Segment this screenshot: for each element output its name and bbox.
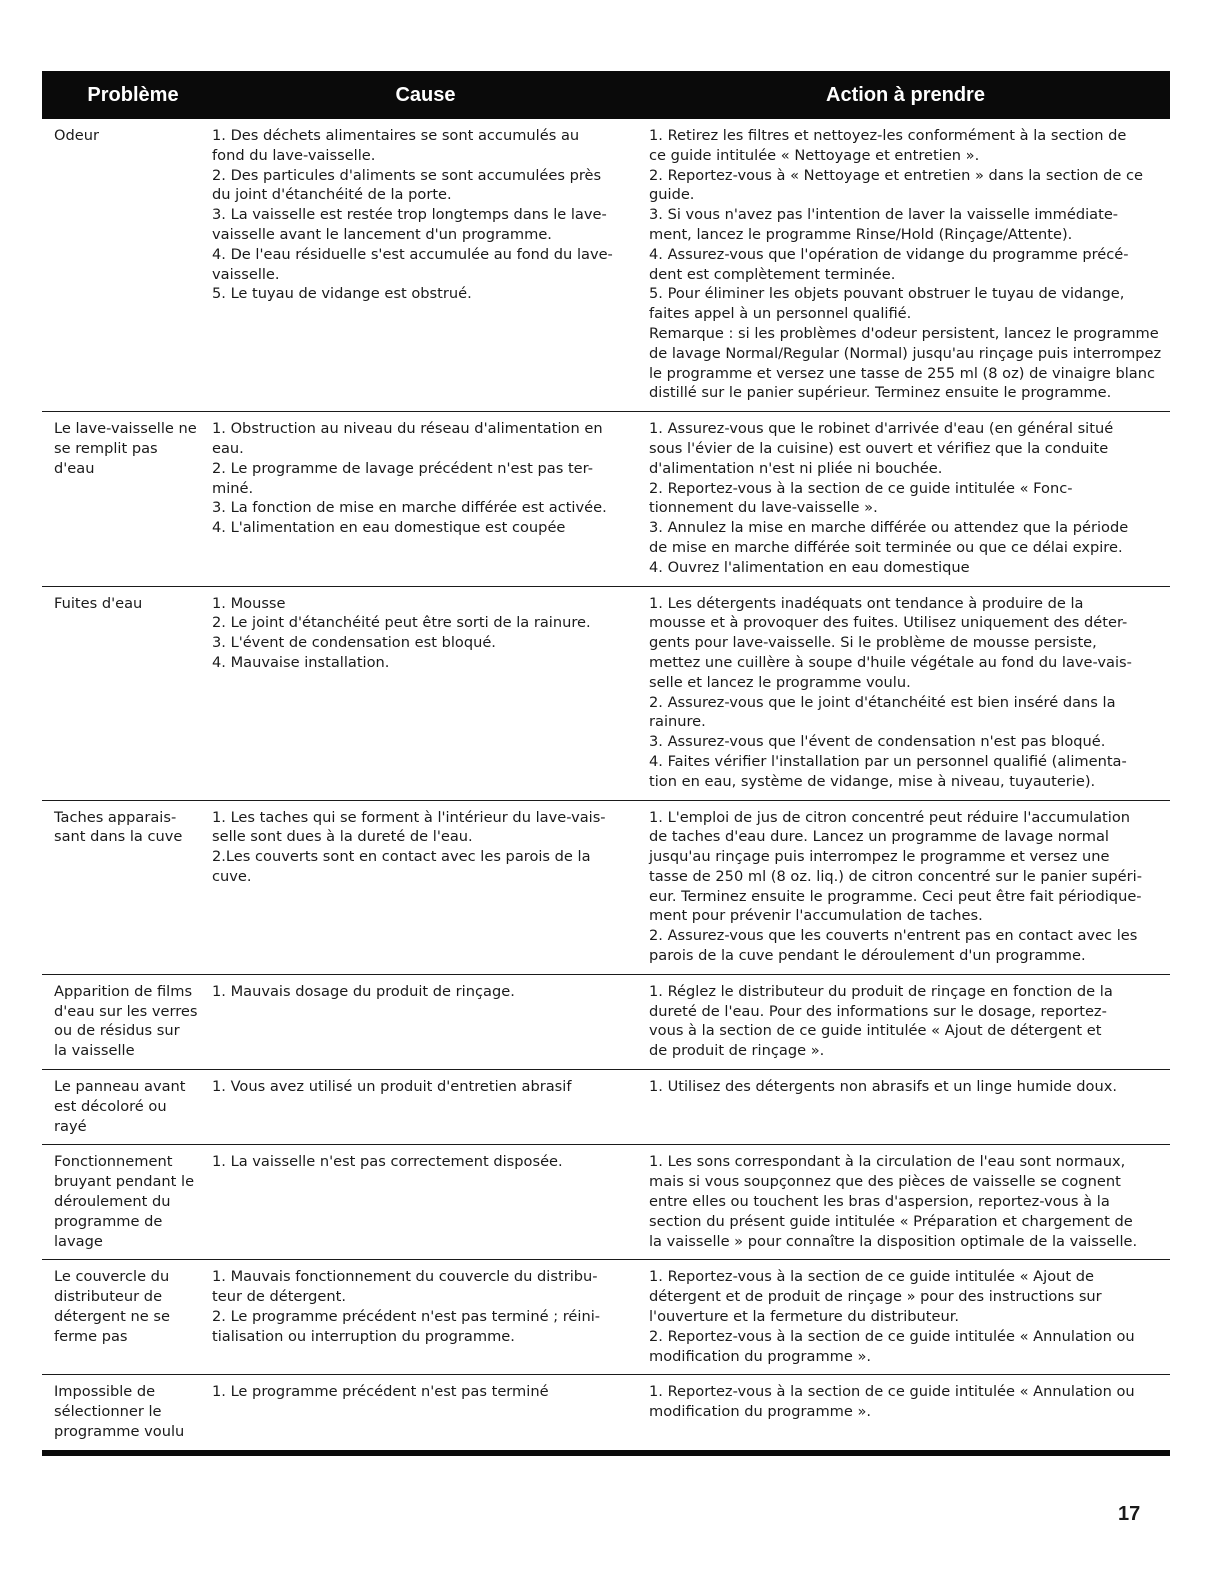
action-line: 1. Retirez les filtres et nettoyez-les conformément à la section de <box>649 127 1127 144</box>
problem-line: ou de résidus sur <box>54 1022 180 1040</box>
action-cell <box>649 419 1170 577</box>
problem-line: d'eau sur les verres <box>54 1002 198 1020</box>
action-line: 3. Assurez-vous que l'évent de condensation n'est pas bloqué. <box>649 733 1106 751</box>
cause-line: 1. Les taches qui se forment à l'intérieur du lave-vais- <box>212 808 606 826</box>
table-row <box>42 1145 1170 1260</box>
table-row <box>42 801 1170 975</box>
cause-line: 1. Mauvais dosage du produit de rinçage. <box>212 982 515 1000</box>
problem-cell <box>42 419 212 577</box>
action-line: distillé sur le panier supérieur. Terminez ensuite le programme. <box>649 384 1112 402</box>
action-cell <box>649 1077 1170 1136</box>
action-line: de mise en marche différée soit terminée ou que ce délai expire. <box>649 538 1123 556</box>
problem-line: la vaisselle <box>54 1042 135 1060</box>
action-line: Remarque : si les problèmes d'odeur persistent, lancez le programme <box>649 324 1159 342</box>
problem-line: lavage <box>54 1232 103 1250</box>
page-number: 17 <box>1118 1503 1141 1525</box>
problem-line: bruyant pendant le <box>54 1173 195 1191</box>
problem-line: d'eau <box>54 459 95 477</box>
cause-line: 3. La vaisselle est restée trop longtemps dans le lave- <box>212 206 607 224</box>
action-line: 2. Reportez-vous à la section de ce guide intitulée « Fonc- <box>649 479 1073 497</box>
action-line: parois de la cuve pendant le déroulement d'un programme. <box>649 947 1086 965</box>
action-line: 3. Annulez la mise en marche différée ou attendez que la période <box>649 519 1129 537</box>
action-line: de taches d'eau dure. Lancez un programme de lavage normal <box>649 828 1109 846</box>
action-line: 2. Reportez-vous à « Nettoyage et entretien » dans la section de ce <box>649 166 1143 184</box>
action-line: modification du programme ». <box>649 1347 872 1365</box>
action-line: entre elles ou touchent les bras d'aspersion, reportez-vous à la <box>649 1193 1110 1211</box>
action-line: 1. Reportez-vous à la section de ce guide intitulée « Annulation ou <box>649 1383 1135 1401</box>
action-cell <box>649 1382 1170 1441</box>
problem-line: détergent ne se <box>54 1308 170 1326</box>
action-line: selle et lancez le programme voulu. <box>649 673 911 691</box>
cause-cell <box>212 419 649 577</box>
action-line: 1. L'emploi de jus de citron concentré peut réduire l'accumulation <box>649 808 1131 826</box>
action-line: de lavage Normal/Regular (Normal) jusqu'au rinçage puis interrompez <box>649 344 1162 362</box>
problem-line: sant dans la cuve <box>54 828 183 846</box>
action-line: 5. Pour éliminer les objets pouvant obstruer le tuyau de vidange, <box>649 285 1125 303</box>
cause-line: 3. La fonction de mise en marche différée est activée. <box>212 499 607 517</box>
cause-line: 1. Le programme précédent n'est pas terminé <box>212 1383 549 1401</box>
problem-line: Le panneau avant <box>54 1078 186 1096</box>
action-line: dent est complètement terminée. <box>649 265 896 283</box>
action-line: 2. Assurez-vous que le joint d'étanchéité est bien inséré dans la <box>649 693 1116 711</box>
problem-cell <box>42 1152 212 1251</box>
action-cell <box>649 1152 1170 1251</box>
problem-cell <box>42 982 212 1061</box>
problem-line: sélectionner le <box>54 1403 162 1421</box>
cause-line: vaisselle avant le lancement d'un programme. <box>212 225 552 243</box>
action-cell <box>649 808 1170 966</box>
action-line: ment, lancez le programme Rinse/Hold (Rinçage/Attente). <box>649 225 1073 243</box>
cause-cell <box>212 1077 649 1136</box>
action-line: jusqu'au rinçage puis interrompez le programme et versez une <box>649 848 1110 866</box>
cause-line: 2.Les couverts sont en contact avec les parois de la <box>212 848 591 866</box>
cause-line: 1. Mousse <box>212 594 286 612</box>
problem-line: rayé <box>54 1117 87 1135</box>
cause-line: 4. Mauvaise installation. <box>212 653 390 671</box>
action-line: l'ouverture et la fermeture du distributeur. <box>649 1308 960 1326</box>
problem-line: distributeur de <box>54 1288 163 1306</box>
problem-line: Fonctionnement <box>54 1153 173 1171</box>
action-line: 4. Faites vérifier l'installation par un personnel qualifié (alimenta- <box>649 752 1127 770</box>
table-row <box>42 412 1170 586</box>
cause-line: teur de détergent. <box>212 1288 347 1306</box>
action-line: 1. Les sons correspondant à la circulation de l'eau sont normaux, <box>649 1153 1126 1171</box>
action-line: le programme et versez une tasse de 255 ml (8 oz) de vinaigre blanc <box>649 364 1155 382</box>
action-line: gents pour lave-vaisselle. Si le problème de mousse persiste, <box>649 634 1097 652</box>
cause-cell <box>212 1152 649 1251</box>
cause-line: selle sont dues à la dureté de l'eau. <box>212 828 473 846</box>
table-row <box>42 587 1170 801</box>
cause-line: 1. Des déchets alimentaires se sont accumulés au <box>212 127 580 144</box>
table-row <box>42 975 1170 1070</box>
action-line: rainure. <box>649 713 706 731</box>
action-line: détergent et de produit de rinçage » pour des instructions sur <box>649 1288 1102 1306</box>
table-row <box>42 1070 1170 1145</box>
cause-line: 4. De l'eau résiduelle s'est accumulée au fond du lave- <box>212 245 613 263</box>
cause-line: 2. Le programme de lavage précédent n'est pas ter- <box>212 459 593 477</box>
action-line: eur. Terminez ensuite le programme. Ceci peut être fait périodique- <box>649 887 1142 905</box>
table-row <box>42 1260 1170 1375</box>
action-line: d'alimentation n'est ni pliée ni bouchée. <box>649 459 943 477</box>
action-line: mousse et à provoquer des fuites. Utilisez uniquement des déter- <box>649 614 1128 632</box>
action-line: tasse de 250 ml (8 oz. liq.) de citron concentré sur le panier supéri- <box>649 867 1142 885</box>
cause-line: 1. Obstruction au niveau du réseau d'alimentation en <box>212 420 603 438</box>
action-line: de produit de rinçage ». <box>649 1042 825 1060</box>
action-line: guide. <box>649 186 695 204</box>
problem-line: déroulement du <box>54 1193 171 1211</box>
cause-cell <box>212 1382 649 1441</box>
action-line: 4. Ouvrez l'alimentation en eau domestique <box>649 558 970 576</box>
action-line: vous à la section de ce guide intitulée « Ajout de détergent et <box>649 1022 1102 1040</box>
action-cell <box>649 594 1170 792</box>
problem-cell <box>42 1382 212 1441</box>
problem-line: Le lave-vaisselle ne <box>54 420 197 438</box>
action-line: modification du programme ». <box>649 1403 872 1421</box>
problem-cell <box>42 1267 212 1366</box>
problem-cell <box>42 126 212 403</box>
action-cell <box>649 126 1170 403</box>
cause-line: fond du lave-vaisselle. <box>212 146 376 164</box>
problem-line: ferme pas <box>54 1327 128 1345</box>
action-line: 2. Reportez-vous à la section de ce guide intitulée « Annulation ou <box>649 1327 1135 1345</box>
action-line: 1. Réglez le distributeur du produit de rinçage en fonction de la <box>649 982 1113 1000</box>
header-cause: Cause <box>395 83 456 106</box>
header-action: Action à prendre <box>826 83 985 106</box>
action-line: 2. Assurez-vous que les couverts n'entrent pas en contact avec les <box>649 927 1138 945</box>
cause-line: 1. Mauvais fonctionnement du couvercle du distribu- <box>212 1268 598 1286</box>
action-line: 1. Les détergents inadéquats ont tendance à produire de la <box>649 594 1084 612</box>
cause-line: 1. Vous avez utilisé un produit d'entretien abrasif <box>212 1078 572 1096</box>
action-line: la vaisselle » pour connaître la disposition optimale de la vaisselle. <box>649 1232 1138 1250</box>
action-line: section du présent guide intitulée « Préparation et chargement de <box>649 1212 1133 1230</box>
cause-line: du joint d'étanchéité de la porte. <box>212 186 452 204</box>
cause-line: 2. Des particules d'aliments se sont accumulées près <box>212 166 602 184</box>
problem-line: Impossible de <box>54 1383 156 1401</box>
action-line: 4. Assurez-vous que l'opération de vidange du programme précé- <box>649 245 1129 263</box>
cause-cell <box>212 1267 649 1366</box>
table-header <box>42 71 1170 119</box>
problem-line: se remplit pas <box>54 439 158 457</box>
action-line: ce guide intitulée « Nettoyage et entretien ». <box>649 146 980 164</box>
table-body <box>42 119 1170 1456</box>
action-cell <box>649 1267 1170 1366</box>
cause-cell <box>212 594 649 792</box>
cause-cell <box>212 982 649 1061</box>
problem-line: Le couvercle du <box>54 1268 170 1286</box>
cause-line: vaisselle. <box>212 265 280 283</box>
cause-line: miné. <box>212 479 254 497</box>
action-line: dureté de l'eau. Pour des informations sur le dosage, reportez- <box>649 1002 1107 1020</box>
cause-cell <box>212 126 649 403</box>
cause-line: 2. Le programme précédent n'est pas terminé ; réini- <box>212 1308 601 1326</box>
cause-line: 4. L'alimentation en eau domestique est coupée <box>212 519 566 537</box>
problem-line: programme voulu <box>54 1423 185 1441</box>
action-line: 1. Utilisez des détergents non abrasifs et un linge humide doux. <box>649 1078 1117 1096</box>
problem-line: est décoloré ou <box>54 1097 167 1115</box>
cause-line: 2. Le joint d'étanchéité peut être sorti de la rainure. <box>212 614 591 632</box>
problem-line: programme de <box>54 1212 163 1230</box>
action-line: tionnement du lave-vaisselle ». <box>649 499 878 517</box>
action-cell <box>649 982 1170 1061</box>
action-line: 1. Assurez-vous que le robinet d'arrivée d'eau (en général situé <box>649 420 1114 438</box>
table-row <box>42 1375 1170 1455</box>
header-problem: Problème <box>87 83 179 106</box>
problem-cell <box>42 808 212 966</box>
action-line: mettez une cuillère à soupe d'huile végétale au fond du lave-vais- <box>649 653 1132 671</box>
problem-line: Fuites d'eau <box>54 594 143 612</box>
action-line: sous l'évier de la cuisine) est ouvert et vérifiez que la conduite <box>649 439 1109 457</box>
action-line: ment pour prévenir l'accumulation de taches. <box>649 907 983 925</box>
action-line: 3. Si vous n'avez pas l'intention de laver la vaisselle immédiate- <box>649 206 1119 224</box>
action-line: 1. Reportez-vous à la section de ce guide intitulée « Ajout de <box>649 1268 1094 1286</box>
problem-cell <box>42 1077 212 1136</box>
problem-line: Taches apparais- <box>54 808 177 826</box>
action-line: faites appel à un personnel qualifié. <box>649 305 912 323</box>
table-row <box>42 119 1170 412</box>
cause-line: 5. Le tuyau de vidange est obstrué. <box>212 285 472 303</box>
problem-line: Apparition de films <box>54 982 193 1000</box>
cause-line: eau. <box>212 439 244 457</box>
problem-cell <box>42 594 212 792</box>
cause-line: 3. L'évent de condensation est bloqué. <box>212 634 496 652</box>
cause-line: cuve. <box>212 867 252 885</box>
action-line: tion en eau, système de vidange, mise à niveau, tuyauterie). <box>649 772 1096 790</box>
cause-cell <box>212 808 649 966</box>
cause-line: tialisation ou interruption du programme. <box>212 1327 515 1345</box>
troubleshooting-table <box>42 71 1170 1456</box>
problem-line: Odeur <box>54 127 99 144</box>
action-line: mais si vous soupçonnez que des pièces de vaisselle se cognent <box>649 1173 1121 1191</box>
cause-line: 1. La vaisselle n'est pas correctement disposée. <box>212 1153 563 1171</box>
